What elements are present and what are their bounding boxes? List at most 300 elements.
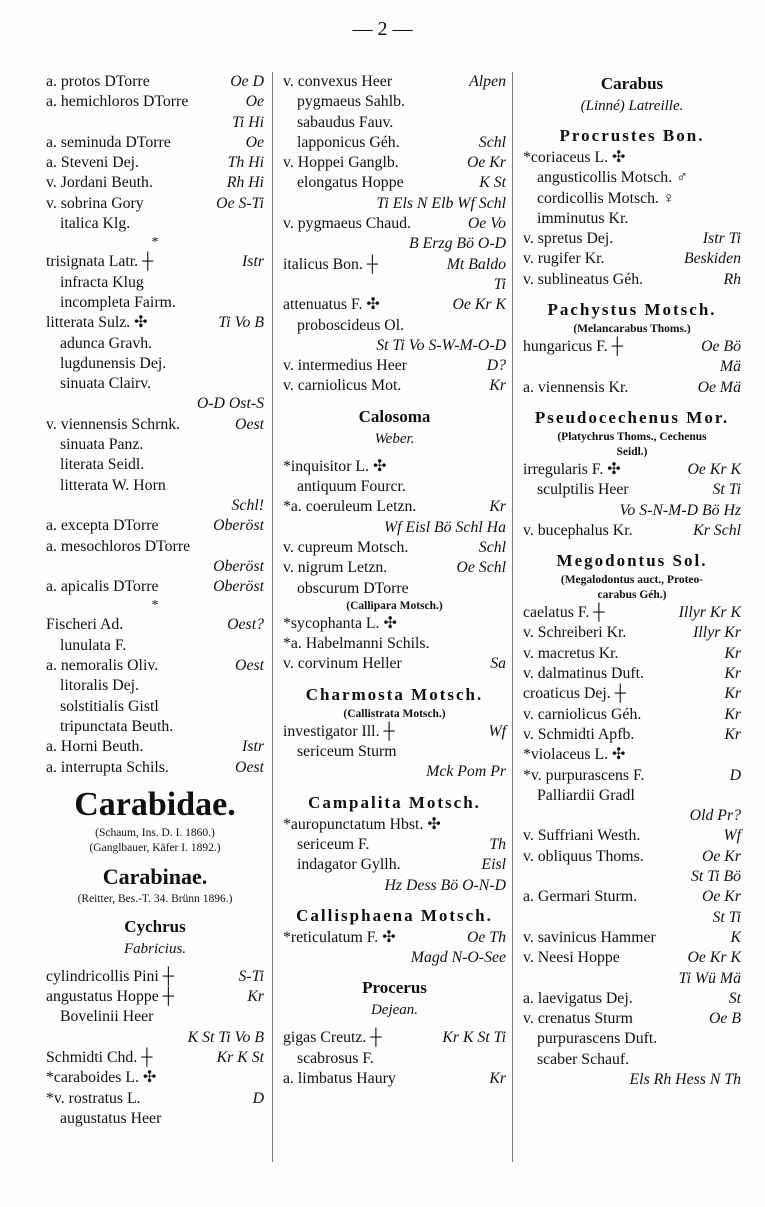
taxon-name: a. hemichloros DTorre [46, 93, 189, 111]
distribution-note: Istr [242, 253, 264, 271]
distribution-note: Wf [723, 827, 741, 845]
species-entry [46, 967, 264, 987]
distribution-note: B Erzg Bö O-D [409, 235, 506, 253]
distribution-note: Oe Mä [697, 378, 741, 396]
species-entry [46, 1028, 264, 1048]
species-entry [523, 766, 741, 786]
species-entry [523, 168, 741, 188]
taxon-name: solstitialis Gistl [60, 697, 159, 715]
taxon-name: *violaceus L. ✣ [523, 746, 626, 764]
column-2 [283, 72, 506, 1089]
taxon-name: litterata W. Horn [60, 476, 166, 494]
taxon-name: Schmidti Chd. ┼ [46, 1048, 153, 1066]
distribution-note: Kr [489, 377, 506, 395]
taxon-name: lapponicus Géh. [297, 133, 400, 151]
species-entry [283, 722, 506, 742]
distribution-note: Magd N-O-See [410, 949, 506, 967]
species-entry [46, 1109, 264, 1129]
taxon-name: v. carniolicus Mot. [283, 377, 402, 395]
species-entry [523, 786, 741, 806]
taxon-name: scabrosus F. [297, 1049, 374, 1067]
species-entry [46, 173, 264, 193]
distribution-note: Oberöst [213, 517, 264, 535]
taxon-name: attenuatus F. ✣ [283, 296, 380, 314]
species-entry [523, 664, 741, 684]
distribution-note: Oest [235, 657, 264, 675]
species-entry [46, 92, 264, 112]
species-entry [46, 214, 264, 234]
distribution-note: Eisl [481, 856, 506, 874]
distribution-note: Beskiden [683, 250, 741, 268]
species-entry [283, 153, 506, 173]
species-entry [46, 1068, 264, 1088]
distribution-note: Oe D [230, 73, 264, 90]
taxon-name: v. Schreiberi Kr. [523, 624, 627, 642]
genus-heading: Cychrus [124, 916, 186, 936]
distribution-note: K St [479, 174, 506, 192]
taxon-name: *caraboides L. ✣ [46, 1069, 157, 1087]
subgenus-reference: (Callipara Motsch.) [346, 599, 443, 612]
species-entry [283, 928, 506, 948]
distribution-note: Els Rh Hess N Th [629, 1070, 741, 1088]
distribution-note: Oest [235, 415, 264, 433]
distribution-note: Mck Pom Pr [426, 763, 506, 781]
taxon-name: sericeum F. [297, 835, 370, 853]
species-entry [523, 480, 741, 500]
species-entry [46, 476, 264, 496]
entry-list [283, 457, 506, 599]
species-entry [283, 234, 506, 254]
taxon-name: v. Schmidti Apfb. [523, 725, 635, 743]
species-entry [523, 847, 741, 867]
column-3 [523, 72, 741, 1090]
species-entry [46, 133, 264, 153]
species-entry [283, 762, 506, 782]
column-divider [272, 72, 273, 1162]
species-entry [283, 133, 506, 153]
taxon-name: *a. Habelmanni Schils. [283, 635, 430, 653]
subgenus-reference: Seidl.) [616, 445, 648, 458]
entry-list [46, 967, 264, 1129]
distribution-note: Oe Vo [467, 215, 506, 233]
distribution-note: Oe S-Ti [216, 194, 264, 212]
genus-heading: Calosoma [358, 406, 431, 426]
species-entry [523, 460, 741, 480]
distribution-note: Mt Baldo [446, 255, 506, 273]
entry-list [283, 614, 506, 675]
subgenus-heading: Pseudocechenus Mor. [534, 407, 730, 427]
taxon-name: sinuata Panz. [60, 436, 144, 454]
species-entry [46, 676, 264, 696]
distribution-note: Ti Els N Elb Wf Schl [376, 194, 506, 212]
distribution-note: Th [489, 835, 506, 853]
distribution-note: Oest? [227, 616, 264, 634]
distribution-note: Kr K St Ti [442, 1029, 506, 1047]
taxon-name: augustatus Heer [60, 1109, 162, 1127]
taxon-name: v. spretus Dej. [523, 230, 614, 248]
species-entry [46, 516, 264, 536]
taxon-name: v. carniolicus Géh. [523, 705, 642, 723]
species-entry [283, 1049, 506, 1069]
taxon-name: irregularis F. ✣ [523, 460, 621, 478]
taxon-name: Fischeri Ad. [46, 616, 124, 634]
taxon-name: proboscideus Ol. [297, 316, 405, 334]
distribution-note: Wf [488, 722, 506, 740]
entry-list [283, 928, 506, 969]
species-entry [283, 295, 506, 315]
distribution-note: D? [486, 357, 506, 375]
taxon-name: litoralis Dej. [60, 677, 139, 695]
distribution-note: Th Hi [227, 154, 264, 172]
distribution-note: Oe Kr K [687, 460, 741, 478]
taxon-name: a. interrupta Schils. [46, 758, 169, 776]
taxon-name: a. seminuda DTorre [46, 133, 171, 151]
genus-heading: Carabus [600, 74, 664, 93]
distribution-note: Oe B [708, 1010, 741, 1028]
taxon-name: v. obliquus Thoms. [523, 847, 644, 865]
distribution-note: Oest [235, 758, 264, 776]
distribution-note: Ti Hi [231, 113, 264, 131]
species-entry [523, 1029, 741, 1049]
species-entry [523, 148, 741, 168]
subgenus-reference: carabus Géh.) [597, 589, 667, 602]
taxon-name: *a. coeruleum Letzn. [283, 498, 417, 516]
distribution-note: St Ti Bö [690, 868, 741, 886]
species-entry [46, 435, 264, 455]
species-entry [283, 173, 506, 193]
distribution-note: K [730, 928, 741, 946]
subgenus-reference: (Platychrus Thoms., Cechenus [557, 430, 707, 443]
entry-list [523, 460, 741, 541]
taxon-name: v. sobrina Gory [46, 194, 144, 212]
taxon-name: *sycophanta L. ✣ [283, 614, 397, 632]
species-entry [523, 684, 741, 704]
species-entry [523, 705, 741, 725]
species-entry [283, 1069, 506, 1089]
distribution-note: Kr Schl [693, 521, 741, 539]
species-entry [523, 229, 741, 249]
species-entry [283, 457, 506, 477]
taxon-name: v. corvinum Heller [283, 655, 402, 673]
subfamily-reference: (Reitter, Bes.-T. 34. Brünn 1896.) [77, 892, 233, 905]
species-entry [523, 270, 741, 290]
distribution-note: Kr [724, 705, 741, 723]
taxon-name: a. protos DTorre [46, 73, 150, 90]
species-entry [523, 501, 741, 521]
distribution-note: Oe Kr K [452, 296, 506, 314]
distribution-note: Oe Kr K [687, 949, 741, 967]
species-entry [46, 113, 264, 133]
taxon-name: v. crenatus Sturm [523, 1010, 633, 1028]
species-entry [46, 194, 264, 214]
distribution-note: Kr [489, 1069, 506, 1087]
taxon-name: obscurum DTorre [297, 579, 409, 597]
species-entry [283, 275, 506, 295]
taxon-name: v. Jordani Beuth. [46, 174, 153, 192]
distribution-note: St Ti [712, 908, 741, 926]
taxon-name: gigas Creutz. ┼ [283, 1029, 382, 1047]
distribution-note: Kr [724, 665, 741, 683]
species-entry [283, 194, 506, 214]
subgenus-heading: Pachystus Motsch. [547, 300, 717, 320]
species-entry [46, 293, 264, 313]
distribution-note: St Ti [712, 481, 741, 499]
species-entry [283, 654, 506, 674]
distribution-note: St Ti Vo S-W-M-O-D [376, 336, 506, 354]
subgenus-heading: Charmosta Motsch. [305, 684, 484, 704]
species-entry [523, 725, 741, 745]
species-entry [46, 577, 264, 597]
taxon-name: elongatus Hoppe [297, 174, 404, 192]
species-entry [46, 72, 264, 92]
entry-list [523, 603, 741, 1090]
distribution-note: Kr [724, 725, 741, 743]
species-entry [46, 737, 264, 757]
species-entry [283, 1028, 506, 1048]
taxon-name: *reticulatum F. ✣ [283, 928, 396, 946]
separator-star: * [151, 235, 159, 251]
distribution-note: Ti Vo B [218, 314, 264, 332]
species-entry [523, 209, 741, 229]
species-entry [46, 1089, 264, 1109]
species-entry [283, 72, 506, 92]
species-entry [523, 357, 741, 377]
distribution-note: Kr K St [216, 1048, 264, 1066]
species-entry [283, 214, 506, 234]
species-entry [283, 356, 506, 376]
taxon-name: a. laevigatus Dej. [523, 989, 633, 1007]
taxon-name: tripunctata Beuth. [60, 717, 174, 735]
species-entry [46, 697, 264, 717]
taxon-name: a. Steveni Dej. [46, 154, 139, 172]
distribution-note: Illyr Kr K [678, 604, 741, 622]
species-entry [283, 579, 506, 599]
genus-author: Fabricius. [123, 940, 187, 957]
taxon-name: v. sublineatus Géh. [523, 270, 644, 288]
distribution-note: Illyr Kr [693, 624, 741, 642]
species-entry [283, 948, 506, 968]
species-entry [523, 1050, 741, 1070]
distribution-note: Kr [724, 644, 741, 662]
taxon-name: sabaudus Fauv. [297, 113, 394, 131]
taxon-name: investigator Ill. ┼ [283, 722, 395, 740]
distribution-note: S-Ti [238, 967, 264, 985]
subgenus-heading: Callisphaena Motsch. [296, 905, 493, 925]
species-entry [46, 354, 264, 374]
taxon-name: a. Germari Sturm. [523, 888, 638, 906]
family-reference: (Schaum, Ins. D. I. 1860.) [95, 826, 215, 839]
entry-list [523, 148, 741, 290]
species-entry [523, 1070, 741, 1090]
distribution-note: Alpen [469, 73, 506, 90]
species-entry [283, 113, 506, 133]
species-entry [283, 376, 506, 396]
taxon-name: purpurascens Duft. [537, 1030, 658, 1048]
taxon-name: v. nigrum Letzn. [283, 559, 388, 577]
taxon-name: v. cupreum Motsch. [283, 538, 409, 556]
species-entry [46, 394, 264, 414]
species-entry [523, 989, 741, 1009]
column-divider [512, 72, 513, 1162]
distribution-note: Oe [245, 133, 264, 151]
species-entry [523, 928, 741, 948]
genus-author: Weber. [374, 430, 415, 447]
distribution-note: Oe Schl [456, 559, 506, 577]
species-entry [283, 538, 506, 558]
taxon-name: *inquisitor L. ✣ [283, 457, 387, 475]
taxon-name: antiquum Fourcr. [297, 478, 406, 496]
taxon-name: adunca Gravh. [60, 334, 153, 352]
species-entry [46, 1048, 264, 1068]
taxon-name: a. nemoralis Oliv. [46, 657, 159, 675]
species-entry [46, 455, 264, 475]
distribution-note: Oberöst [213, 557, 264, 575]
species-entry [523, 623, 741, 643]
species-entry [523, 337, 741, 357]
species-entry [46, 717, 264, 737]
distribution-note: Schl [478, 538, 506, 556]
entry-list [283, 815, 506, 896]
page-number: — 2 — [352, 18, 413, 40]
taxon-name: trisignata Latr. ┼ [46, 253, 154, 271]
distribution-note: Oe Kr [701, 847, 741, 865]
taxon-name: incompleta Fairm. [60, 293, 176, 311]
species-entry [283, 497, 506, 517]
genus-author: Dejean. [370, 1002, 419, 1019]
subgenus-heading: Procrustes Bon. [559, 126, 705, 145]
taxon-name: croaticus Dej. ┼ [523, 685, 626, 703]
family-reference: (Ganglbauer, Käfer I. 1892.) [89, 841, 221, 854]
species-entry [523, 745, 741, 765]
distribution-note: Istr [242, 738, 264, 756]
distribution-note: Schl [478, 133, 506, 151]
taxon-name: *coriaceus L. ✣ [523, 149, 626, 166]
taxon-name: v. bucephalus Kr. [523, 521, 633, 539]
distribution-note: Rh [723, 270, 741, 288]
taxon-name: literata Seidl. [60, 456, 145, 474]
column-1 [46, 72, 264, 1129]
taxon-name: *v. rostratus L. [46, 1089, 141, 1107]
taxon-name: imminutus Kr. [537, 209, 629, 227]
subgenus-heading: Megodontus Sol. [556, 551, 708, 571]
species-entry [283, 876, 506, 896]
species-entry [46, 313, 264, 333]
species-entry [523, 867, 741, 887]
taxon-name: pygmaeus Sahlb. [297, 93, 405, 111]
species-entry [46, 537, 264, 557]
species-entry [283, 518, 506, 538]
distribution-note: D [252, 1089, 264, 1107]
distribution-note: Old Pr? [689, 807, 741, 825]
species-entry [46, 415, 264, 435]
species-entry [283, 855, 506, 875]
entry-list [283, 1028, 506, 1089]
taxon-name: sinuata Clairv. [60, 375, 152, 393]
taxon-name: v. intermedius Heer [283, 357, 407, 375]
distribution-note: Schl! [231, 496, 264, 514]
entry-list [523, 337, 741, 398]
taxon-name: v. Suffriani Westh. [523, 827, 641, 845]
distribution-note: Oe Kr [466, 154, 506, 172]
species-entry [523, 189, 741, 209]
species-entry [523, 378, 741, 398]
distribution-note: Kr [724, 685, 741, 703]
species-entry [523, 908, 741, 928]
taxon-name: indagator Gyllh. [297, 856, 401, 874]
distribution-note: Oe Th [466, 928, 506, 946]
species-entry [46, 334, 264, 354]
genus-heading: Procerus [362, 978, 427, 998]
taxon-name: sericeum Sturm [297, 743, 397, 761]
entry-list [46, 615, 264, 777]
taxon-name: v. pygmaeus Chaud. [283, 215, 411, 233]
taxon-name: v. macretus Kr. [523, 644, 619, 662]
distribution-note: Hz Dess Bö O-N-D [384, 876, 506, 894]
taxon-name: italica Klg. [60, 215, 131, 233]
taxon-name: v. rugifer Kr. [523, 250, 605, 268]
distribution-note: Wf Eisl Bö Schl Ha [384, 518, 506, 536]
taxon-name: a. excepta DTorre [46, 517, 159, 535]
species-entry [283, 477, 506, 497]
taxon-name: cordicollis Motsch. ♀ [537, 189, 675, 207]
taxon-name: caelatus F. ┼ [523, 604, 605, 622]
separator-star: * [151, 598, 159, 614]
species-entry [523, 969, 741, 989]
species-entry [523, 603, 741, 623]
taxon-name: a. viennensis Kr. [523, 378, 629, 396]
taxon-name: lunulata F. [60, 636, 127, 654]
taxon-name: *v. purpurascens F. [523, 766, 645, 784]
species-entry [283, 336, 506, 356]
distribution-note: Istr Ti [702, 230, 741, 248]
taxon-name: Bovelinii Heer [60, 1008, 154, 1026]
species-entry [283, 92, 506, 112]
taxon-name: litterata Sulz. ✣ [46, 314, 148, 332]
distribution-note: K St Ti Vo B [187, 1028, 264, 1046]
species-entry [283, 255, 506, 275]
taxon-name: a. apicalis DTorre [46, 578, 159, 596]
species-entry [46, 636, 264, 656]
species-entry [523, 806, 741, 826]
taxon-name: v. Hoppei Ganglb. [283, 154, 399, 172]
distribution-note: Ti Wü Mä [678, 969, 741, 987]
taxon-name: a. limbatus Haury [283, 1069, 396, 1087]
genus-author: (Linné) Latreille. [580, 98, 684, 114]
species-entry [283, 742, 506, 762]
species-entry [283, 815, 506, 835]
species-entry [523, 826, 741, 846]
taxon-name: scaber Schauf. [537, 1050, 630, 1068]
taxon-name: v. viennensis Schrnk. [46, 415, 181, 433]
species-entry [283, 316, 506, 336]
entry-list [46, 252, 264, 597]
species-entry [523, 948, 741, 968]
distribution-note: Sa [490, 655, 506, 673]
subgenus-heading: Campalita Motsch. [308, 792, 481, 812]
species-entry [46, 153, 264, 173]
species-entry [283, 558, 506, 578]
taxon-name: infracta Klug [60, 273, 144, 291]
distribution-note: Ti [493, 275, 506, 293]
taxon-name: italicus Bon. ┼ [283, 255, 378, 273]
species-entry [46, 656, 264, 676]
distribution-note: Mä [719, 358, 741, 376]
taxon-name: lugdunensis Dej. [60, 354, 167, 372]
subgenus-reference: (Megalodontus auct., Proteo- [560, 574, 704, 587]
species-entry [46, 758, 264, 778]
species-entry [46, 374, 264, 394]
taxon-name: angusticollis Motsch. ♂ [537, 169, 688, 187]
